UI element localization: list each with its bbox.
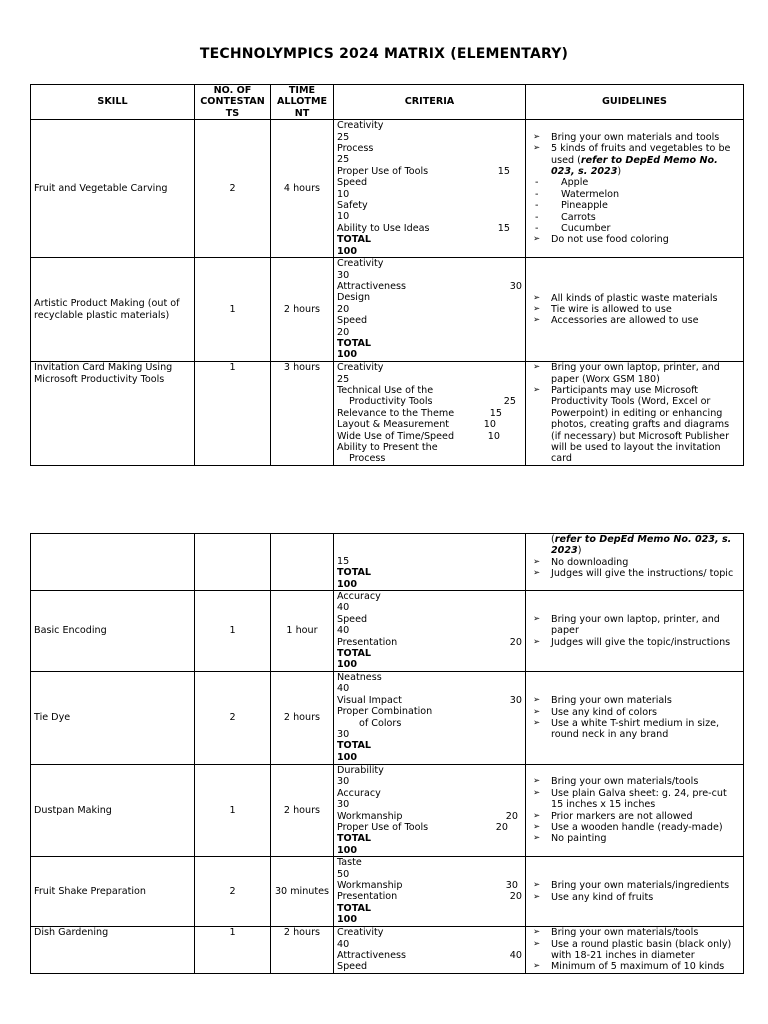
criteria-line: [337, 408, 522, 419]
criteria-cell: [334, 362, 526, 466]
criteria-label: Presentation: [337, 636, 398, 648]
criteria-points: 20: [505, 810, 518, 822]
criteria-label: Speed: [337, 613, 368, 625]
criteria-points: 25: [337, 131, 350, 143]
criteria-label: Creativity: [337, 362, 384, 374]
guidelines-cell: [526, 765, 744, 857]
criteria-total-label: TOTAL: [337, 833, 372, 845]
header-skill: SKILL: [31, 85, 195, 120]
contestants-cell: 1: [195, 258, 271, 362]
criteria-points: 40: [337, 625, 350, 637]
table-row-dish-gardening: [31, 927, 744, 974]
fruit-item: - Apple: [529, 177, 740, 188]
guidelines-cell: [526, 120, 744, 258]
criteria-points: 40: [337, 602, 350, 614]
guideline-text: 5 kinds of fruits and vegetables to be used (: [551, 143, 731, 166]
skill-cell: Dish Gardening: [31, 927, 195, 974]
criteria-cell: [334, 857, 526, 927]
memo-reference: refer to DepEd Memo No. 023, s. 2023: [551, 534, 732, 557]
criteria-cell: [334, 591, 526, 672]
criteria-points: 15: [489, 407, 502, 419]
table-row-artistic: [31, 258, 744, 362]
guideline-item: ➢ Accessories are allowed to use: [529, 315, 740, 326]
header-time: TIME ALLOTME NT: [271, 85, 334, 120]
criteria-points: 10: [483, 419, 496, 431]
criteria-cell: [334, 672, 526, 765]
matrix-table-page-2: [30, 533, 744, 974]
contestants-cell-empty: [195, 534, 271, 591]
guideline-item: ➢ No downloading: [529, 557, 740, 568]
skill-cell: Basic Encoding: [31, 591, 195, 672]
guideline-item: ➢ Use a round plastic basin (black only) with 18-21 inches in diameter: [529, 939, 740, 962]
criteria-line: [337, 166, 522, 177]
time-cell: 2 hours: [271, 927, 334, 974]
table-row-encoding: [31, 591, 744, 672]
criteria-total-label: TOTAL: [337, 902, 372, 914]
fruit-item: - Carrots: [529, 212, 740, 223]
criteria-points: 50: [337, 868, 350, 880]
criteria-points: 20: [337, 303, 350, 315]
criteria-points: 25: [337, 373, 350, 385]
guideline-item: ➢ Judges will give the instructions/ topic: [529, 568, 740, 579]
criteria-points: 30: [509, 694, 522, 706]
guideline-item: ➢ Use a wooden handle (ready-made): [529, 822, 740, 833]
criteria-points: 20: [337, 326, 350, 338]
criteria-line: [337, 223, 522, 234]
guideline-item: ➢ Judges will give the topic/instructions: [529, 637, 740, 648]
criteria-label: Neatness: [337, 672, 382, 683]
criteria-label: Design: [337, 292, 371, 304]
criteria-line: [337, 891, 522, 902]
criteria-total-points: 100: [337, 914, 358, 926]
skill-cell: Dustpan Making: [31, 765, 195, 857]
table-row-fruit-shake: [31, 857, 744, 927]
criteria-line: [337, 822, 522, 833]
guideline-continuation: [529, 534, 740, 557]
criteria-line: [337, 695, 522, 706]
criteria-cell: [334, 927, 526, 974]
table-row-invitation-continued: [31, 534, 744, 591]
time-cell: 2 hours: [271, 258, 334, 362]
contestants-cell: 2: [195, 120, 271, 258]
guideline-item: ➢ Bring your own materials: [529, 695, 740, 706]
guidelines-cell: [526, 672, 744, 765]
criteria-label: Speed: [337, 961, 368, 973]
criteria-points: 40: [337, 938, 350, 950]
guideline-item: ➢ Use plain Galva sheet: g. 24, pre-cut 15 inches x 15 inches: [529, 788, 740, 811]
criteria-label: Creativity: [337, 258, 384, 270]
skill-cell-empty: [31, 534, 195, 591]
guideline-item: ➢ Bring your own materials/tools: [529, 927, 740, 938]
criteria-total-points: 100: [337, 578, 358, 590]
criteria-label: Attractiveness: [337, 281, 407, 293]
guidelines-cell: [526, 591, 744, 672]
criteria-label: Speed: [337, 315, 368, 327]
memo-reference: refer to DepEd Memo No. 023, s. 2023: [551, 154, 718, 177]
time-cell-empty: [271, 534, 334, 591]
criteria-label: of Colors: [359, 717, 402, 729]
criteria-total-points: 100: [337, 844, 358, 856]
contestants-cell: 1: [195, 927, 271, 974]
criteria-points: 10: [337, 188, 350, 200]
skill-cell: Artistic Product Making (out of recyclable plastic materials): [31, 258, 195, 362]
guidelines-cell: [526, 857, 744, 927]
criteria-label: Process: [337, 143, 374, 155]
criteria-points: 30: [337, 269, 350, 281]
criteria-points: 15: [497, 222, 510, 234]
criteria-label: Proper Combination: [337, 706, 433, 718]
guideline-item: [529, 143, 740, 177]
criteria-line: [337, 281, 522, 292]
guideline-item: ➢ No painting: [529, 833, 740, 844]
guideline-item: ➢ Do not use food coloring: [529, 234, 740, 245]
header-guidelines: GUIDELINES: [526, 85, 744, 120]
fruit-item: - Cucumber: [529, 223, 740, 234]
criteria-line: [337, 419, 522, 430]
guideline-item: ➢ Use a white T-shirt medium in size, round neck in any brand: [529, 718, 740, 741]
guideline-item: ➢ Minimum of 5 maximum of 10 kinds: [529, 961, 740, 972]
criteria-points: 10: [337, 211, 350, 223]
guideline-item: ➢ Use any kind of colors: [529, 707, 740, 718]
guideline-item: ➢ Bring your own materials and tools: [529, 132, 740, 143]
criteria-total-label: TOTAL: [337, 567, 372, 579]
criteria-label: Taste: [337, 857, 362, 869]
criteria-label: Technical Use of the: [337, 385, 434, 397]
criteria-points: 30: [337, 799, 350, 811]
criteria-label: Safety: [337, 200, 368, 212]
criteria-total-points: 100: [337, 659, 358, 671]
table-row-dustpan: [31, 765, 744, 857]
criteria-label: Workmanship: [337, 880, 403, 892]
guideline-item: ➢ Participants may use Microsoft Productivity Tools (Word, Excel or Powerpoint) in editing or enhancing photos, creating grafts and diagrams (if necessary) but Microsoft Publisher will be used to layout the invitation card: [529, 385, 740, 465]
criteria-label: Accuracy: [337, 787, 381, 799]
guideline-item: ➢ Bring your own laptop, printer, and paper: [529, 614, 740, 637]
guideline-text: ): [577, 545, 582, 557]
criteria-line: [337, 637, 522, 648]
skill-cell: Invitation Card Making Using Microsoft Productivity Tools: [31, 362, 195, 466]
criteria-points: 20: [509, 891, 522, 903]
criteria-total-points: 100: [337, 245, 358, 257]
skill-cell: Fruit Shake Preparation: [31, 857, 195, 927]
skill-cell: Fruit and Vegetable Carving: [31, 120, 195, 258]
criteria-points: 40: [337, 683, 350, 695]
criteria-line: [337, 396, 522, 407]
header-criteria: CRITERIA: [334, 85, 526, 120]
criteria-points: 20: [495, 822, 508, 834]
contestants-cell: 1: [195, 362, 271, 466]
criteria-label: Wide Use of Time/Speed: [337, 430, 455, 442]
contestants-cell: 1: [195, 765, 271, 857]
criteria-label: Ability to Present the: [337, 442, 438, 454]
criteria-points: 15: [337, 555, 350, 567]
contestants-cell: 2: [195, 857, 271, 927]
criteria-label: Accuracy: [337, 591, 381, 602]
guidelines-cell: [526, 927, 744, 974]
table-row-carving: [31, 120, 744, 258]
criteria-total-label: TOTAL: [337, 648, 372, 660]
criteria-label: Visual Impact: [337, 694, 402, 706]
criteria-points: 30: [337, 729, 350, 741]
criteria-points: 40: [509, 950, 522, 962]
time-cell: 4 hours: [271, 120, 334, 258]
criteria-points: 30: [337, 776, 350, 788]
criteria-points: 10: [487, 430, 500, 442]
skill-cell: Tie Dye: [31, 672, 195, 765]
criteria-total-label: TOTAL: [337, 338, 372, 350]
criteria-total-points: 100: [337, 751, 358, 763]
criteria-cell: [334, 765, 526, 857]
criteria-label: Ability to Use Ideas: [337, 222, 430, 234]
guideline-item: ➢ Tie wire is allowed to use: [529, 304, 740, 315]
criteria-label: Speed: [337, 177, 368, 189]
guideline-item: ➢ Bring your own materials/ingredients: [529, 880, 740, 891]
guideline-item: ➢ Use any kind of fruits: [529, 892, 740, 903]
table-row-invitation: [31, 362, 744, 466]
guidelines-cell: [526, 362, 744, 466]
time-cell: 3 hours: [271, 362, 334, 466]
criteria-label: Creativity: [337, 120, 384, 132]
table-header-row: [31, 85, 744, 120]
criteria-label: Relevance to the Theme: [337, 407, 455, 419]
criteria-label: Productivity Tools: [349, 396, 433, 408]
guideline-item: ➢ All kinds of plastic waste materials: [529, 293, 740, 304]
guideline-item: ➢ Bring your own materials/tools: [529, 776, 740, 787]
criteria-label: Layout & Measurement: [337, 419, 450, 431]
criteria-total-label: TOTAL: [337, 234, 372, 246]
contestants-cell: 1: [195, 591, 271, 672]
criteria-points: 20: [509, 636, 522, 648]
guideline-text: (: [551, 534, 555, 545]
guideline-item: ➢ Bring your own laptop, printer, and paper (Worx GSM 180): [529, 362, 740, 385]
criteria-label: Durability: [337, 765, 384, 776]
time-cell: 30 minutes: [271, 857, 334, 927]
criteria-label: Proper Use of Tools: [337, 822, 429, 834]
criteria-points: 25: [337, 154, 350, 166]
criteria-line: [337, 950, 522, 961]
table-row-tie-dye: [31, 672, 744, 765]
fruit-item: - Pineapple: [529, 200, 740, 211]
time-cell: 2 hours: [271, 672, 334, 765]
criteria-label: Creativity: [337, 927, 384, 939]
criteria-label: Attractiveness: [337, 950, 407, 962]
fruit-item: - Watermelon: [529, 189, 740, 200]
header-contestants: NO. OF CONTESTAN TS: [195, 85, 271, 120]
criteria-points: 30: [509, 281, 522, 293]
criteria-total-label: TOTAL: [337, 740, 372, 752]
criteria-total-points: 100: [337, 349, 358, 361]
guideline-text: ): [617, 165, 622, 177]
guideline-item: ➢ Prior markers are not allowed: [529, 811, 740, 822]
criteria-points: 15: [497, 165, 510, 177]
document-title: TECHNOLYMPICS 2024 MATRIX (ELEMENTARY): [199, 46, 569, 62]
criteria-line: [337, 431, 522, 442]
criteria-label: Presentation: [337, 891, 398, 903]
matrix-table-page-1: [30, 84, 744, 466]
time-cell: 1 hour: [271, 591, 334, 672]
criteria-label: Workmanship: [337, 810, 403, 822]
contestants-cell: 2: [195, 672, 271, 765]
time-cell: 2 hours: [271, 765, 334, 857]
guidelines-cell: [526, 534, 744, 591]
criteria-points: 25: [503, 396, 516, 408]
criteria-label: Proper Use of Tools: [337, 165, 429, 177]
criteria-label: Process: [349, 453, 386, 465]
criteria-cell: [334, 258, 526, 362]
criteria-line: [337, 880, 522, 891]
criteria-cell: [334, 120, 526, 258]
criteria-cell: [334, 534, 526, 591]
criteria-line: [337, 811, 522, 822]
guidelines-cell: [526, 258, 744, 362]
criteria-points: 30: [505, 880, 518, 892]
